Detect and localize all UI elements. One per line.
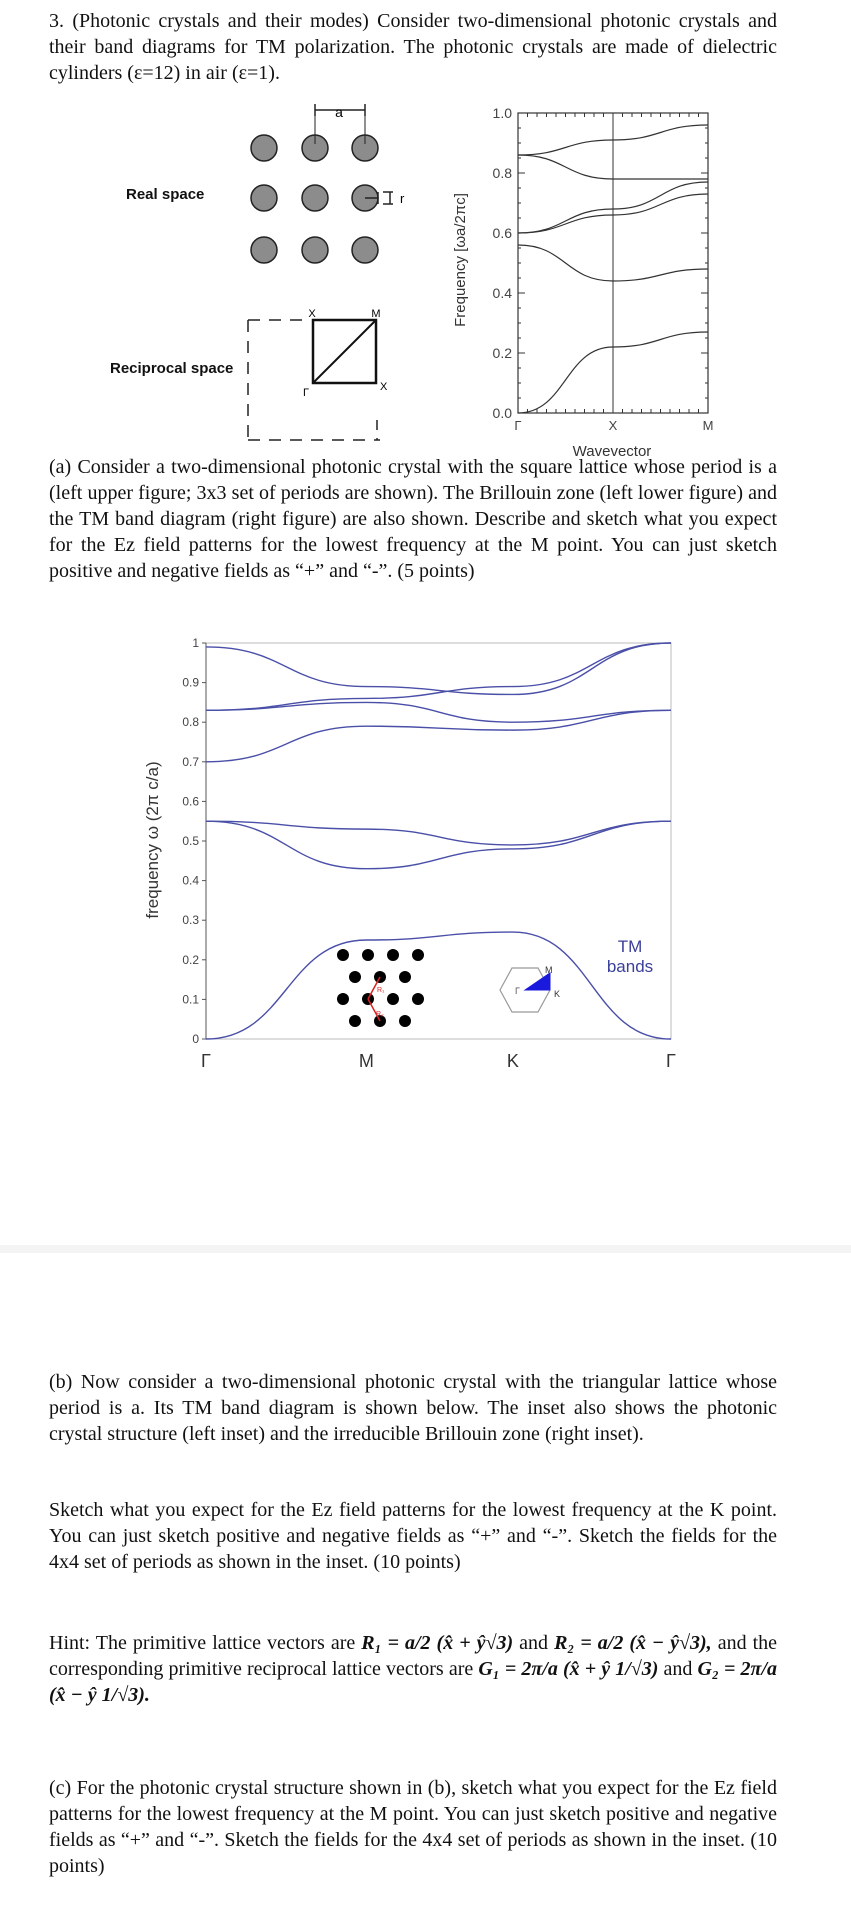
y-axis-label: frequency ω (2π c/a) xyxy=(143,761,162,919)
figure-triangular-lattice xyxy=(130,630,690,1090)
inset-m-label: M xyxy=(545,965,553,975)
brillouin-zone xyxy=(313,320,376,383)
problem-intro: 3. (Photonic crystals and their modes) Consider two-dimensional photonic crystals and their band diagrams for TM polarization. The photonic crystals are made of dielectric cylinders (ε=12) in air (ε=1). xyxy=(49,10,777,84)
hint-text xyxy=(49,1630,777,1708)
y-tick-label: 1 xyxy=(192,636,199,650)
x-tick-label: K xyxy=(506,1051,519,1071)
figure-square-lattice xyxy=(0,100,851,460)
hint-r1: R₁ = a/2 (x̂ + ŷ√3) xyxy=(361,1632,514,1654)
inset-gamma-label: Γ xyxy=(515,986,520,996)
tm-label-line1: TM xyxy=(617,937,643,956)
cylinder-grid xyxy=(251,135,378,263)
cylinder xyxy=(352,237,378,263)
cylinder xyxy=(251,237,277,263)
part-a-text: (a) Consider a two-dimensional photonic crystal with the square lattice whose period is a (left upper figure; 3x3 set of periods are shown). The Brillouin zone (left lower figure) and the TM band diagram (right figure) are also shown. Describe and sketch what you expect for the Ez field patterns for the lowest frequency at the M point. You can just sketch positive and negative fields as “+” and “-”. (5 points) xyxy=(49,456,777,582)
band-line-band6 xyxy=(206,643,671,710)
hint-mid: and the corresponding primitive reciprocal lattice vectors are xyxy=(49,1632,778,1680)
plot-frame xyxy=(206,643,671,1039)
r2-label: R₂ xyxy=(376,1011,384,1018)
inset-k-label: K xyxy=(554,989,561,999)
x-tick-label: X xyxy=(608,418,618,433)
lattice-a-label: a xyxy=(335,104,343,120)
band-line-band7 xyxy=(206,643,671,694)
y-tick-label: 0.7 xyxy=(182,754,199,769)
band-line-band4 xyxy=(206,710,671,761)
hint-and2: and xyxy=(663,1658,693,1680)
y-tick-label: 0.6 xyxy=(182,794,199,809)
hint-g1: G₁ = 2π/a (x̂ + ŷ 1/√3) xyxy=(478,1658,659,1680)
bz-m-label: M xyxy=(371,308,381,320)
y-tick-label: 0.8 xyxy=(492,165,512,181)
cylinder xyxy=(251,135,277,161)
x-tick-label: M xyxy=(702,418,714,433)
x-tick-label: M xyxy=(358,1051,374,1071)
part-b-instructions: Sketch what you expect for the Ez field patterns for the lowest frequency at the K point. You can just sketch positive and negative fields as “+” and “-”. Sketch the fields for the 4x4 set of periods as shown in the inset. (10 points) xyxy=(49,1499,777,1573)
part-c-text: (c) For the photonic crystal structure shown in (b), sketch what you expect for the Ez field patterns for the lowest frequency at the M point. You can just sketch positive and negative fields as “+” and “-”. Sketch the fields for the 4x4 set of periods as shown in the inset. (10 points) xyxy=(49,1777,777,1877)
y-tick-label: 0.4 xyxy=(492,285,512,301)
bz-x-label: X xyxy=(308,308,316,320)
hint-and1: and xyxy=(519,1632,549,1654)
cylinder xyxy=(302,185,328,211)
band-line-band1 xyxy=(206,932,671,1039)
x-axis-label: Wavevector xyxy=(572,443,652,460)
hint-r2: R₂ = a/2 (x̂ − ŷ√3), xyxy=(554,1632,712,1654)
y-tick-label: 0.3 xyxy=(182,913,199,928)
cylinder xyxy=(251,185,277,211)
bz-gamma-label: Γ xyxy=(303,387,310,399)
triangular-lattice-inset xyxy=(337,949,424,1027)
y-tick-label: 0.5 xyxy=(182,834,199,848)
y-tick-label: 0.2 xyxy=(182,952,199,967)
band-line-band3 xyxy=(206,821,671,845)
y-tick-label: 0 xyxy=(192,1032,199,1046)
y-tick-label: 1.0 xyxy=(492,105,512,121)
triangular-band-chart xyxy=(130,630,690,1090)
page-divider xyxy=(0,1245,851,1253)
x-tick-label: Γ xyxy=(514,418,522,433)
lattice-constant-marker xyxy=(315,104,365,120)
y-tick-label: 0.8 xyxy=(182,715,199,730)
r1-label: R₁ xyxy=(377,987,385,994)
y-tick-label: 0.1 xyxy=(182,992,199,1007)
x-tick-label: Γ xyxy=(666,1051,676,1071)
band-line-band2 xyxy=(206,821,671,869)
y-tick-label: 0.6 xyxy=(492,225,512,241)
y-tick-label: 0.9 xyxy=(182,675,199,690)
hint-lead: Hint: The primitive lattice vectors are xyxy=(49,1632,356,1654)
y-axis-label: Frequency [ωa/2πc] xyxy=(452,193,469,327)
radius-label: r xyxy=(400,191,405,206)
y-tick-label: 0.2 xyxy=(492,345,512,361)
part-b-text: (b) Now consider a two-dimensional photonic crystal with the triangular lattice whose period is a. Its TM band diagram is shown below. The inset also shows the photonic crystal structure (left inset) and the irreducible Brillouin zone (right inset). xyxy=(49,1371,777,1445)
brillouin-zone-inset xyxy=(500,965,560,1012)
reciprocal-space-label: Reciprocal space xyxy=(110,360,234,377)
y-tick-label: 0.0 xyxy=(492,405,512,421)
tm-label-line2: bands xyxy=(606,957,654,976)
cylinder xyxy=(302,237,328,263)
y-tick-label: 0.4 xyxy=(182,873,199,888)
bz-x2-label: X xyxy=(380,381,388,393)
real-space-label: Real space xyxy=(126,186,205,203)
hint-g2: G₂ = 2π/a (x̂ − ŷ 1/√3). xyxy=(49,1658,777,1706)
square-band-chart xyxy=(440,100,740,460)
x-tick-label: Γ xyxy=(201,1051,211,1071)
